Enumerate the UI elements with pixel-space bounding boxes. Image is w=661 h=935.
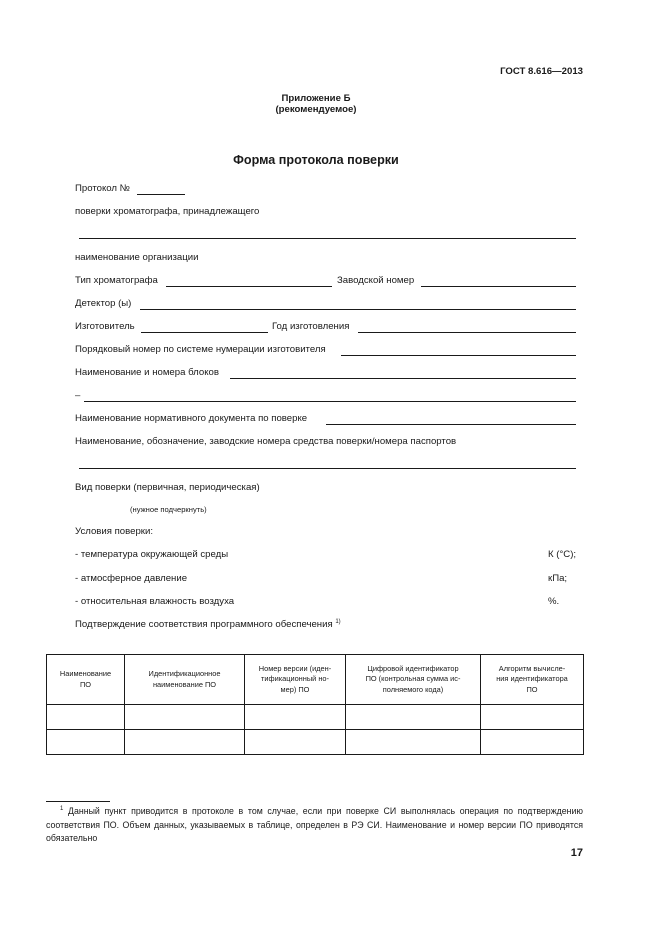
header-line: полняемого кода) [382, 684, 444, 694]
footnote-mark: 1 [60, 806, 64, 813]
table-cell[interactable] [481, 705, 584, 730]
table-cell[interactable] [47, 730, 125, 755]
protocol-number-label: Протокол № [75, 183, 130, 194]
header-line: Алгоритм вычисле- [498, 663, 566, 673]
footnote [46, 805, 583, 846]
form-title: Форма протокола поверки [233, 153, 399, 167]
humidity-unit: %. [548, 596, 560, 607]
humidity-label: - относительная влажность воздуха [75, 596, 235, 607]
conditions-label: Условия поверки: [75, 526, 154, 537]
header-digital-identifier [346, 655, 481, 705]
header-line: Наименование [59, 669, 112, 678]
chromatograph-type-label: Тип хроматографа [75, 275, 158, 286]
table-cell[interactable] [346, 705, 481, 730]
year-label: Год изготовления [272, 321, 350, 332]
normative-document-label: Наименование нормативного документа по поверке [75, 413, 308, 424]
footnote-text: Данный пункт приводится в протоколе в том случае, если при поверке СИ выполнялась операция по подтверждению соответствия ПО. Объем данных, указываемых в таблице, определен в РЭ СИ. Наименование и номер версии ПО приводятся обязательно [46, 806, 583, 843]
serial-number-blank[interactable] [421, 286, 576, 287]
sequence-number-blank[interactable] [341, 355, 576, 356]
header-line: мер) ПО [280, 684, 310, 694]
appendix-title: Приложение Б [281, 93, 351, 104]
header-version-number [245, 655, 346, 705]
header-line: наименование ПО [152, 679, 217, 689]
page-number: 17 [570, 847, 583, 859]
software-footnote-ref: 1) [335, 618, 341, 625]
belongs-label: поверки хроматографа, принадлежащего [75, 206, 260, 217]
blocks-blank[interactable] [230, 378, 576, 379]
header-line: ПО [526, 684, 538, 694]
chromatograph-type-blank[interactable] [166, 286, 332, 287]
pressure-unit: кПа; [548, 573, 568, 584]
table-cell[interactable] [125, 730, 245, 755]
pressure-label: - атмосферное давление [75, 573, 188, 584]
software-confirmation-text: Подтверждение соответствия программного обеспечения [75, 619, 333, 630]
header-line: Идентификационное [148, 669, 221, 678]
serial-number-label: Заводской номер [337, 275, 415, 286]
verification-kind-label: Вид поверки (первичная, периодическая) [75, 482, 260, 493]
protocol-number-blank[interactable] [137, 194, 185, 195]
underline-note: (нужное подчеркнуть) [130, 505, 207, 514]
header-identification-name [125, 655, 245, 705]
blocks-continuation-blank[interactable] [84, 401, 576, 402]
standard-number: ГОСТ 8.616—2013 [500, 66, 583, 77]
table-cell[interactable] [245, 705, 346, 730]
header-line: Цифровой идентификатор [367, 663, 459, 673]
software-confirmation-label [75, 619, 341, 630]
header-line: ПО (контрольная сумма ис- [365, 674, 461, 684]
temperature-label: - температура окружающей среды [75, 549, 229, 560]
verification-means-blank[interactable] [79, 468, 576, 469]
table-row [47, 730, 584, 755]
detector-label: Детектор (ы) [75, 298, 132, 309]
verification-means-label: Наименование, обозначение, заводские номера средства поверки/номера паспортов [75, 436, 457, 447]
appendix-subtitle: (рекомендуемое) [275, 104, 357, 115]
header-software-name [47, 655, 125, 705]
manufacturer-blank[interactable] [141, 332, 268, 333]
header-line: Номер версии (иден- [258, 663, 332, 673]
header-line: ния идентификатора [496, 674, 568, 684]
normative-document-blank[interactable] [326, 424, 576, 425]
blocks-continuation-dash: – [75, 390, 81, 401]
table-row [47, 705, 584, 730]
temperature-unit: К (°С); [548, 549, 577, 560]
footnote-separator [46, 801, 110, 802]
header-line: ПО [79, 679, 92, 689]
manufacturer-label: Изготовитель [75, 321, 135, 332]
header-line: тификационный но- [260, 674, 329, 684]
table-header-row [47, 655, 584, 705]
organization-label: наименование организации [75, 252, 199, 263]
software-table [46, 654, 584, 755]
table-cell[interactable] [125, 705, 245, 730]
organization-blank[interactable] [79, 238, 576, 239]
table-cell[interactable] [346, 730, 481, 755]
sequence-number-label: Порядковый номер по системе нумерации изготовителя [75, 344, 326, 355]
table-cell[interactable] [481, 730, 584, 755]
header-identifier-algorithm [481, 655, 584, 705]
table-cell[interactable] [47, 705, 125, 730]
blocks-label: Наименование и номера блоков [75, 367, 219, 378]
table-cell[interactable] [245, 730, 346, 755]
detector-blank[interactable] [140, 309, 576, 310]
year-blank[interactable] [358, 332, 576, 333]
